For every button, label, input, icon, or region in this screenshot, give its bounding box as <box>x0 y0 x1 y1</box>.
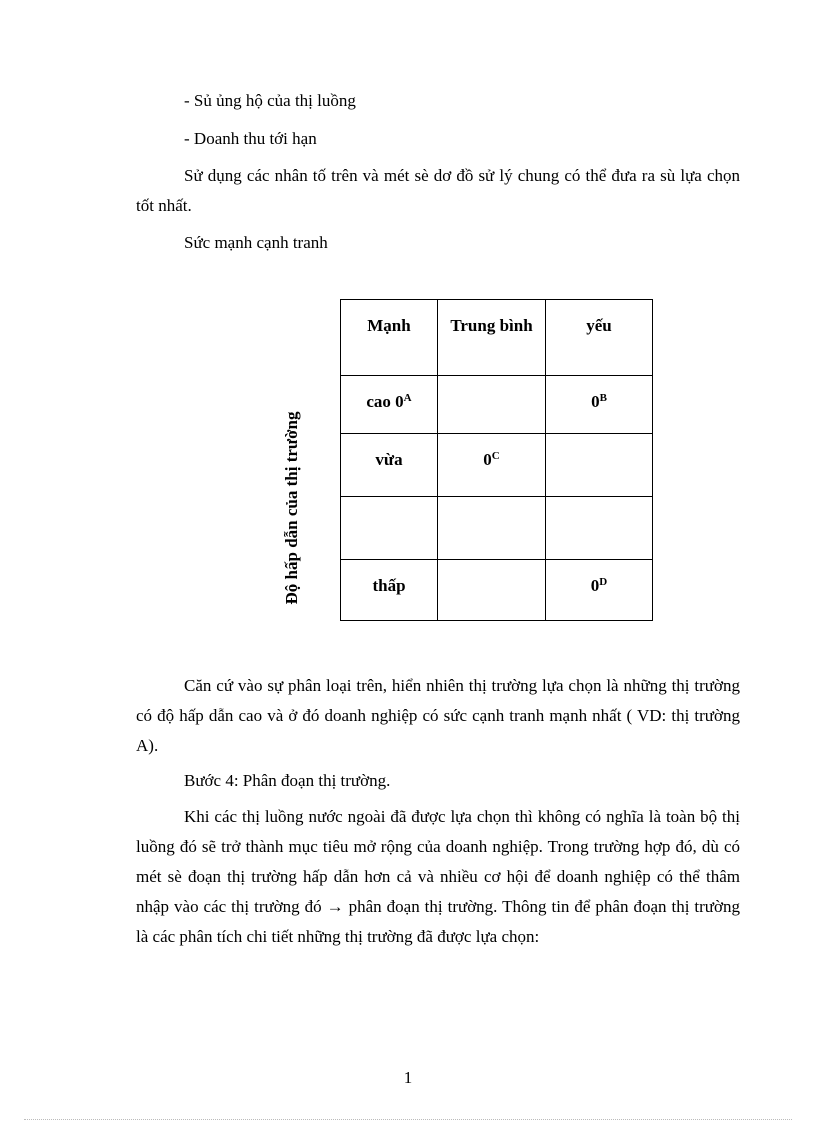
matrix-axis-label: Độ hấp dẫn của thị trường <box>282 411 301 605</box>
matrix-cell <box>438 376 546 434</box>
matrix-cell: $0^B$ <box>546 376 653 434</box>
matrix-heading: Sức mạnh cạnh tranh <box>184 233 328 252</box>
matrix-row-medium <box>341 434 653 497</box>
row-label-cell: thấp <box>341 560 438 621</box>
paragraph-intro: Sử dụng các nhân tố trên và mét sè dơ đồ sử lý chung có thể đưa ra sù lựa chọn tốt nhất. <box>136 166 740 215</box>
header-cell-weak: yếu <box>546 300 653 376</box>
paragraph-segmentation: Khi các thị luồng nước ngoài đã được lựa chọn thì không có nghĩa là toàn bộ thị luồng đó sẽ trở thành mục tiêu mở rộng của doanh nghiệp. Trong trường hợp đó, dù có mét sè đoạn thị trường hấp dẫn hơn cả và nhiều cơ hội để doanh nghiệp có thể thâm nhập vào các thị trường đó → phân đoạn thị trường. Thông tin để phân đoạn thị trường là các phân tích chi tiết những thị trường đã được lựa chọn: <box>136 807 740 946</box>
header-cell-strong: Mạnh <box>341 300 438 376</box>
header-cell-medium: Trung bình <box>438 300 546 376</box>
page-footer-divider <box>24 1119 792 1120</box>
matrix-cell <box>546 434 653 497</box>
matrix-cell: $0^D$ <box>546 560 653 621</box>
matrix-row-low <box>341 560 653 621</box>
row-label-cell: vừa <box>341 434 438 497</box>
row-label-cell <box>341 497 438 560</box>
matrix-cell <box>438 560 546 621</box>
matrix-cell <box>438 497 546 560</box>
step-4-heading: Bước 4: Phân đoạn thị trường. <box>184 771 391 790</box>
market-matrix-table <box>340 299 653 621</box>
bullet-support: - Sủ ủng hộ của thị luồng <box>184 91 356 110</box>
row-label-cell: cao $0^A$ <box>341 376 438 434</box>
bullet-revenue: - Doanh thu tới hạn <box>184 129 317 148</box>
matrix-cell: $0^C$ <box>438 434 546 497</box>
page-number: 1 <box>403 1068 413 1087</box>
matrix-cell <box>546 497 653 560</box>
matrix-row-high <box>341 376 653 434</box>
paragraph-conclusion: Căn cứ vào sự phân loại trên, hiển nhiên thị trường lựa chọn là những thị trường có độ hấp dẫn cao và ở đó doanh nghiệp có sức cạnh tranh mạnh nhất ( VD: thị trường A). <box>136 676 740 755</box>
matrix-header-row <box>341 300 653 376</box>
matrix-row-empty <box>341 497 653 560</box>
